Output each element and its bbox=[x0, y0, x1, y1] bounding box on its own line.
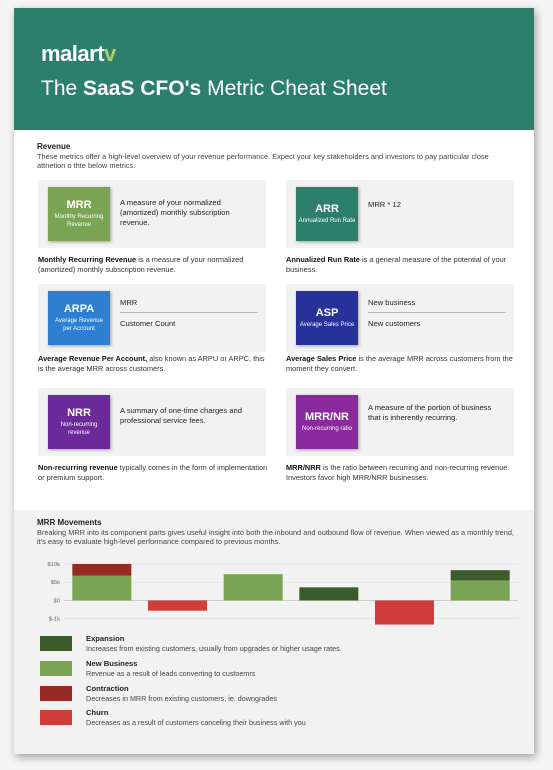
card-definition: A measure of the portion of business that is inherently recurring. bbox=[368, 403, 492, 422]
revenue-section-description: These metrics offer a high-level overview of your revenue performance. Expect your key stakeholders and investors to pay particular close attnetion o thte below metrics. bbox=[37, 152, 489, 170]
bar-expansion bbox=[451, 570, 510, 580]
nrr-badge bbox=[48, 395, 110, 449]
legend-description: Increases from existing customers, usually from upgrades or higher usage rates. bbox=[86, 644, 342, 653]
title-bold: SaaS CFO's bbox=[83, 77, 202, 100]
legend-name: Churn bbox=[86, 708, 109, 717]
fraction-bar bbox=[368, 312, 506, 313]
arr-badge bbox=[296, 187, 358, 241]
fraction-bar bbox=[120, 312, 258, 313]
bar-churn bbox=[148, 600, 207, 610]
logo-leaf-icon: v bbox=[104, 41, 116, 66]
metric-card-arr bbox=[286, 180, 514, 248]
badge-full-name: Annualized Run Rate bbox=[298, 217, 356, 224]
legend-name: New Business bbox=[86, 659, 138, 668]
legend-item-contraction bbox=[40, 683, 520, 707]
desc-rest: is a measure of your normalized (amortized) monthly subscription revenue. bbox=[38, 255, 244, 274]
metric-description-asp bbox=[286, 354, 518, 373]
desc-rest: typically comes in the form of implementation or premium support. bbox=[38, 463, 268, 482]
title-prefix: The bbox=[41, 77, 84, 100]
asp-badge bbox=[296, 291, 358, 345]
badge-abbr: ARPA bbox=[63, 303, 95, 315]
badge-full-name: Average Revenue per Account bbox=[55, 318, 103, 332]
badge-abbr: ASP bbox=[315, 306, 339, 319]
badge-full-name: Monthly Recurring Revenue bbox=[54, 214, 104, 228]
metric-description-arr bbox=[286, 255, 518, 274]
arpa-badge bbox=[48, 291, 110, 345]
metric-description-nrr bbox=[38, 463, 270, 482]
legend-swatch bbox=[40, 661, 72, 676]
legend-name: Expansion bbox=[86, 634, 125, 643]
desc-bold: Non-recurring revenue bbox=[38, 463, 118, 472]
badge-abbr: NRR bbox=[67, 407, 91, 419]
fraction-denominator: Customer Count bbox=[120, 319, 176, 328]
desc-bold: Monthly Recurring Revenue bbox=[38, 255, 137, 264]
bar-new-business bbox=[224, 574, 283, 600]
cheat-sheet-page bbox=[14, 8, 534, 754]
mrr-nr-badge bbox=[296, 395, 358, 449]
fraction-numerator: New business bbox=[368, 298, 416, 307]
fraction-numerator: MRR bbox=[120, 298, 138, 307]
mrr-movements-chart bbox=[36, 560, 526, 632]
legend-name: Contraction bbox=[86, 684, 129, 693]
logo bbox=[41, 41, 116, 67]
mrr-badge bbox=[48, 187, 110, 241]
revenue-section-title: Revenue bbox=[37, 142, 71, 151]
badge-full-name: Non-recurring ratio bbox=[301, 425, 353, 432]
legend-description: Decreases in MRR from existing customers, ie. downgrades bbox=[86, 694, 277, 703]
card-definition: A measure of your normalized (amortized) monthly subscription revenue. bbox=[120, 198, 230, 227]
legend-item-expansion bbox=[40, 633, 520, 657]
desc-bold: Average Sales Price bbox=[286, 354, 357, 363]
card-fraction bbox=[368, 298, 506, 328]
metric-description-mrr bbox=[38, 255, 270, 274]
movements-section-title: MRR Movements bbox=[37, 518, 102, 527]
bar-new-business bbox=[72, 576, 131, 601]
legend-swatch bbox=[40, 686, 72, 701]
legend-swatch bbox=[40, 636, 72, 651]
badge-full-name: Average Sales Price bbox=[299, 321, 355, 328]
page-title bbox=[41, 77, 387, 101]
legend-item-new-business bbox=[40, 658, 520, 682]
desc-rest: is the ratio between recurring and non-recurring revenue. Investors favor high MRR/NRR businesses. bbox=[286, 463, 510, 482]
desc-bold: MRR/NRR bbox=[286, 463, 321, 472]
card-definition: A summary of one-time charges and professional service fees. bbox=[120, 406, 242, 425]
title-suffix: Metric Cheat Sheet bbox=[201, 77, 387, 100]
desc-rest: is a general measure of the potential of your business. bbox=[286, 255, 507, 274]
desc-bold: Average Revenue Per Account, bbox=[38, 354, 148, 363]
y-tick-label: $5k bbox=[50, 580, 60, 587]
bar-contraction bbox=[72, 564, 131, 576]
y-tick-label: $10k bbox=[47, 562, 60, 568]
desc-rest: is the average MRR across customers from the moment they convert. bbox=[286, 354, 513, 373]
bar-new-business bbox=[451, 580, 510, 600]
metric-card-mrr bbox=[38, 180, 266, 248]
badge-full-name: Non-recurring revenue bbox=[60, 422, 98, 436]
legend-description: Decreases as a result of customers canceling their business with you bbox=[86, 718, 306, 727]
card-fraction bbox=[120, 298, 258, 328]
metric-card-mrr-nr bbox=[286, 388, 514, 456]
bar-expansion bbox=[299, 587, 358, 600]
card-formula: MRR * 12 bbox=[368, 200, 401, 209]
desc-bold: Annualized Run Rate bbox=[286, 255, 360, 264]
y-tick-label: $-1k bbox=[48, 616, 60, 623]
badge-abbr: MRR/NR bbox=[305, 410, 349, 423]
legend-description: Revenue as a result of leads converting to custoemrs bbox=[86, 669, 256, 678]
chart-svg bbox=[36, 560, 526, 632]
metric-card-asp bbox=[286, 284, 514, 352]
legend-swatch bbox=[40, 710, 72, 725]
metric-description-arpa bbox=[38, 354, 270, 373]
metric-description-mrr-nr bbox=[286, 463, 518, 482]
legend-item-churn bbox=[40, 707, 520, 731]
desc-rest: also known as ARPU or ARPC, this is the average MRR across customers. bbox=[38, 354, 265, 373]
fraction-denominator: New customers bbox=[368, 319, 421, 328]
logo-text: malart bbox=[41, 41, 105, 66]
bar-churn bbox=[375, 600, 434, 624]
y-tick-label: $0 bbox=[53, 598, 60, 605]
header-banner bbox=[14, 8, 534, 130]
metric-card-arpa bbox=[38, 284, 266, 352]
movements-section-description: Breaking MRR into its component parts gives useful insight into both the inbound and outbound flow of revenue. When viewed as a monthly trend, it's easy to evaluate high-level performance compared to previous months. bbox=[37, 528, 514, 546]
metric-card-nrr bbox=[38, 388, 266, 456]
badge-abbr: MRR bbox=[66, 199, 92, 211]
badge-abbr: ARR bbox=[315, 202, 339, 215]
